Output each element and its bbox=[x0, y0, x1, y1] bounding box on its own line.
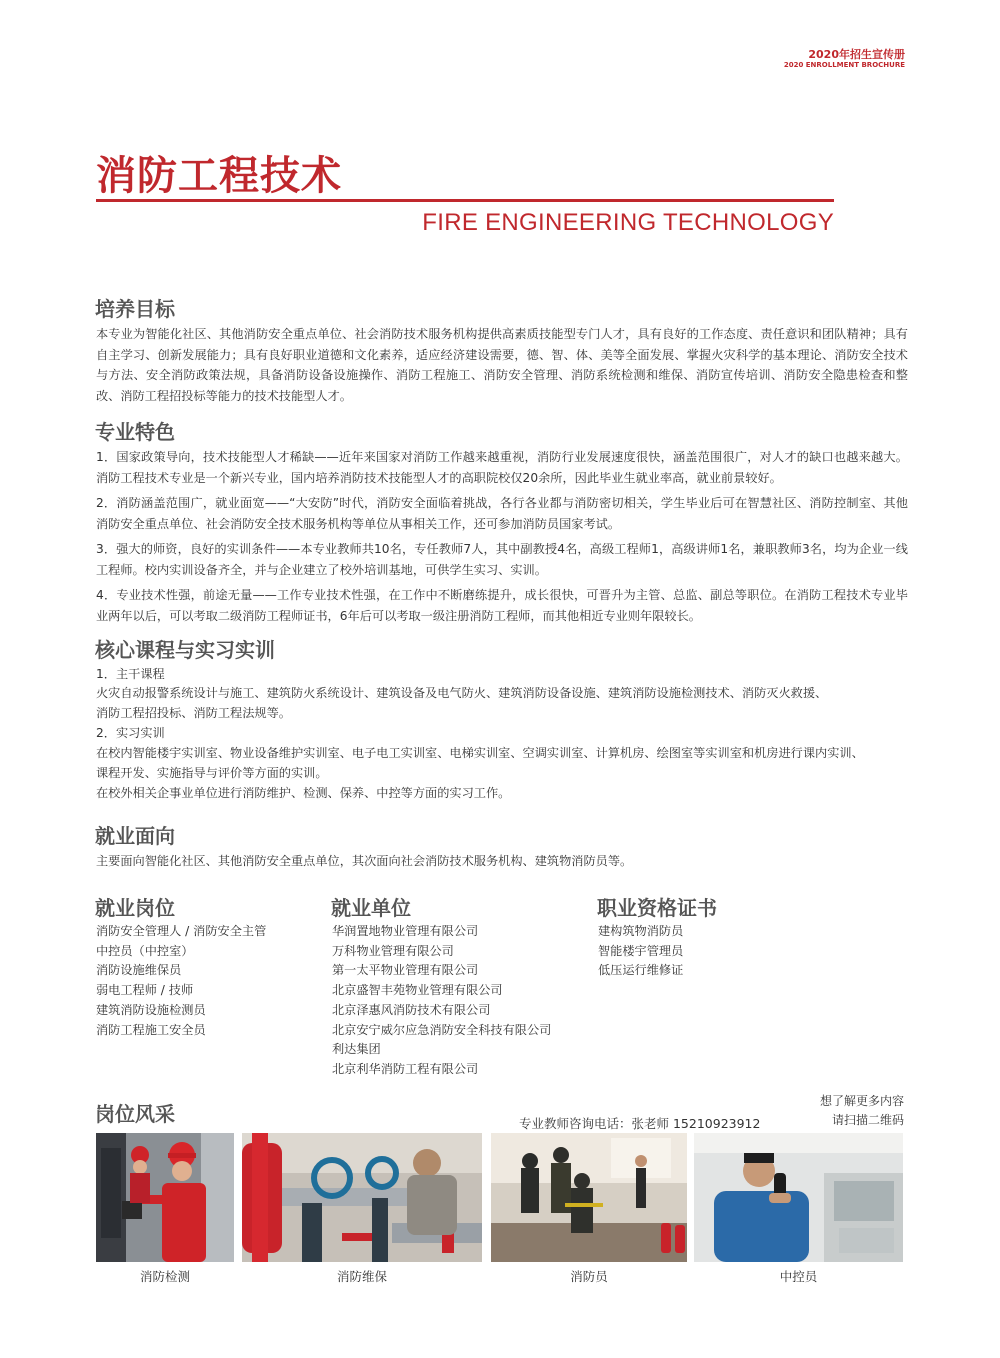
employers-list bbox=[332, 922, 551, 1080]
employment-text: 主要面向智能化社区、其他消防安全重点单位，其次面向社会消防技术服务机构、建筑物消防员等。 bbox=[96, 854, 633, 868]
employment-heading: 就业面向 bbox=[95, 824, 175, 848]
goal-heading: 培养目标 bbox=[95, 297, 175, 321]
position-item: 建筑消防设施检测员 bbox=[96, 1002, 206, 1017]
position-item: 中控员（中控室） bbox=[96, 943, 194, 958]
main-courses-label: 1．主干课程 bbox=[96, 667, 165, 681]
main-courses-line-2: 消防工程招投标、消防工程法规等。 bbox=[96, 706, 291, 720]
employer-item: 华润置地物业管理有限公司 bbox=[332, 924, 479, 938]
position-item: 弱电工程师 / 技师 bbox=[96, 983, 194, 998]
employer-item: 北京盛智丰苑物业管理有限公司 bbox=[332, 983, 503, 998]
employer-item: 北京安宁威尔应急消防安全科技有限公司 bbox=[332, 1022, 552, 1037]
certificate-item: 智能楼宇管理员 bbox=[598, 943, 684, 958]
brochure-subtitle: 2020 ENROLLMENT BROCHURE bbox=[783, 61, 905, 69]
position-item: 消防工程施工安全员 bbox=[96, 1022, 206, 1037]
caption-fire-maintenance: 消防维保 bbox=[336, 1269, 387, 1284]
employers-heading: 就业单位 bbox=[331, 896, 411, 920]
employer-item: 北京泽惠风消防技术有限公司 bbox=[332, 1002, 491, 1017]
positions-list bbox=[96, 922, 266, 1040]
practice-line-3: 在校外相关企事业单位进行消防维护、检测、保养、中控等方面的实习工作。 bbox=[96, 786, 511, 800]
feature-item-4: 4．专业技术性强，前途无量——工作专业技术性强，在工作中不断磨练提升，成长很快，可晋升为主管、总监、副总等职位。在消防工程技术专业毕业两年以后，可以考取二级消防工程师证书，6年后可以考取一级注册消防工程师，而其他相近专业则年限较长。 bbox=[96, 588, 908, 623]
employer-item: 第一太平物业管理有限公司 bbox=[332, 963, 479, 978]
practice-line-2: 课程开发、实施指导与评价等方面的实训。 bbox=[96, 766, 328, 780]
photo-control-room-operator bbox=[694, 1133, 903, 1262]
features-heading: 专业特色 bbox=[95, 420, 175, 444]
certificates-list bbox=[598, 922, 683, 981]
qr-prompt-line-1: 想了解更多内容 bbox=[819, 1094, 904, 1108]
employer-item: 利达集团 bbox=[332, 1042, 381, 1057]
page-title: 消防工程技术 bbox=[96, 153, 342, 199]
positions-heading: 就业岗位 bbox=[95, 896, 175, 920]
page-title-english: FIRE ENGINEERING TECHNOLOGY bbox=[422, 209, 834, 236]
title-divider bbox=[96, 199, 834, 202]
certificate-item: 低压运行维修证 bbox=[598, 963, 684, 978]
qr-prompt-line-2: 请扫描二维码 bbox=[831, 1113, 904, 1127]
caption-control-operator: 中控员 bbox=[779, 1269, 818, 1284]
certificates-heading: 职业资格证书 bbox=[597, 896, 717, 920]
practice-label: 2．实习实训 bbox=[96, 726, 165, 740]
position-item: 消防安全管理人 / 消防安全主管 bbox=[96, 924, 267, 938]
brochure-title: 2020年招生宣传册 bbox=[808, 48, 905, 61]
courses-heading: 核心课程与实习实训 bbox=[95, 638, 275, 662]
caption-fire-inspection: 消防检测 bbox=[139, 1269, 190, 1284]
contact-phone: 专业教师咨询电话：张老师 15210923912 bbox=[519, 1116, 761, 1131]
gallery-heading: 岗位风采 bbox=[95, 1102, 175, 1126]
certificate-item: 建构筑物消防员 bbox=[598, 924, 684, 938]
position-item: 消防设施维保员 bbox=[96, 963, 182, 978]
main-courses-line-1: 火灾自动报警系统设计与施工、建筑防火系统设计、建筑设备及电气防火、建筑消防设备设施、建筑消防设施检测技术、消防灭火救援、 bbox=[96, 686, 828, 700]
caption-firefighter: 消防员 bbox=[570, 1269, 608, 1284]
employer-item: 北京利华消防工程有限公司 bbox=[332, 1061, 479, 1076]
feature-item-1: 1．国家政策导向，技术技能型人才稀缺——近年来国家对消防工作越来越重视，消防行业发展速度很快，涵盖范围很广，对人才的缺口也越来越大。消防工程技术专业是一个新兴专业，国内培养消防技术技能型人才的高职院校仅20余所，因此毕业生就业率高，就业前景较好。 bbox=[96, 450, 908, 485]
practice-line-1: 在校内智能楼宇实训室、物业设备维护实训室、电子电工实训室、电梯实训室、空调实训室、计算机房、绘图室等实训室和机房进行课内实训、 bbox=[96, 746, 864, 760]
employer-item: 万科物业管理有限公司 bbox=[332, 943, 454, 958]
feature-item-3: 3．强大的师资，良好的实训条件——本专业教师共10名，专任教师7人，其中副教授4名，高级工程师1，高级讲师1名，兼职教师3名，均为企业一线工程师。校内实训设备齐全，并与企业建立了校外培训基地，可供学生实习、实训。 bbox=[96, 542, 908, 577]
goal-text: 本专业为智能化社区、其他消防安全重点单位、社会消防技术服务机构提供高素质技能型专门人才，具有良好的工作态度、责任意识和团队精神；具有自主学习、创新发展能力；具有良好职业道德和文化素养，适应经济建设需要，德、智、体、美等全面发展、掌握火灾科学的基本理论、消防安全技术与方法、安全消防政策法规，具备消防设备设施操作、消防工程施工、消防安全管理、消防系统检测和维保、消防宣传培训、消防安全隐患检查和整改、消防工程招投标等能力的技术技能型人才。 bbox=[96, 327, 908, 403]
photo-fire-inspection bbox=[96, 1133, 234, 1262]
photo-fire-maintenance bbox=[242, 1133, 482, 1262]
feature-item-2: 2．消防涵盖范围广，就业面宽——“大安防”时代，消防安全面临着挑战，各行各业都与消防密切相关，学生毕业后可在智慧社区、消防控制室、其他消防安全重点单位、社会消防安全技术服务机构等单位从事相关工作，还可参加消防员国家考试。 bbox=[96, 496, 908, 531]
photo-firefighters bbox=[491, 1133, 687, 1262]
